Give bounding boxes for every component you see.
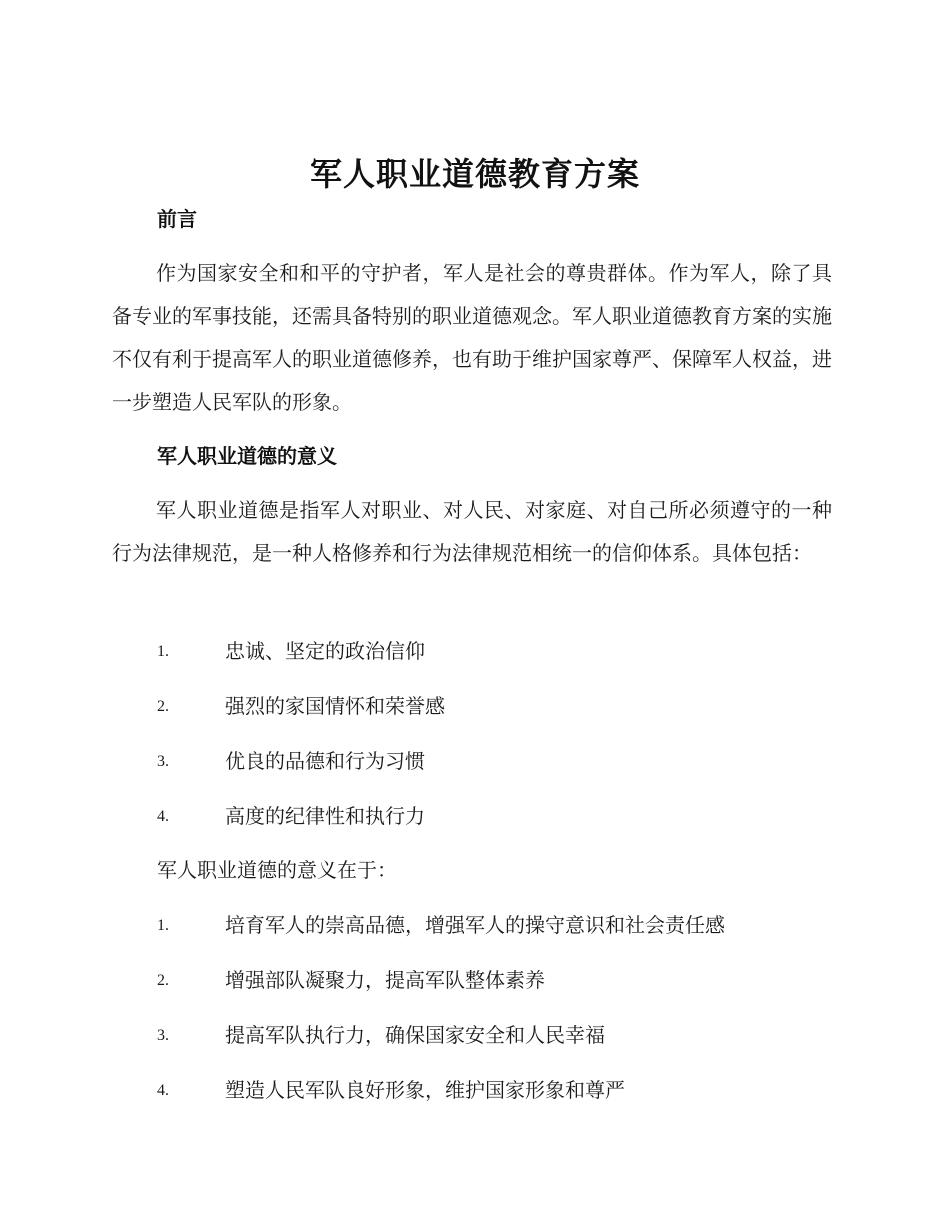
list-number: 2.: [157, 698, 169, 715]
list-number: 4.: [157, 1082, 169, 1099]
list-item: [157, 965, 837, 1020]
list-item: [157, 636, 837, 691]
list-item: [157, 1075, 837, 1130]
list-number: 1.: [157, 643, 169, 660]
section-heading-preface: 前言: [157, 207, 197, 231]
list-item: [157, 1020, 837, 1075]
list-text: 忠诚、坚定的政治信仰: [225, 639, 425, 663]
list-item: [157, 801, 837, 856]
list-number: 1.: [157, 917, 169, 934]
section-heading-significance: 军人职业道德的意义: [157, 444, 337, 468]
contents-list: [157, 636, 837, 856]
list-text: 增强部队凝聚力，提高军队整体素养: [225, 968, 545, 992]
list-number: 2.: [157, 972, 169, 989]
list-text: 强烈的家国情怀和荣誉感: [225, 694, 445, 718]
list-item: [157, 691, 837, 746]
list-number: 3.: [157, 1027, 169, 1044]
list-text: 高度的纪律性和执行力: [225, 804, 425, 828]
list-text: 塑造人民军队良好形象，维护国家形象和尊严: [225, 1078, 625, 1102]
list-text: 优良的品德和行为习惯: [225, 749, 425, 773]
list-number: 3.: [157, 753, 169, 770]
preface-paragraph: 作为国家安全和和平的守护者，军人是社会的尊贵群体。作为军人，除了具备专业的军事技能，还需具备特别的职业道德观念。军人职业道德教育方案的实施不仅有利于提高军人的职业道德修养，也有助于维护国家尊严、保障军人权益，进一步塑造人民军队的形象。: [112, 261, 832, 414]
significance-lead-in: 军人职业道德的意义在于：: [157, 858, 397, 882]
list-number: 4.: [157, 808, 169, 825]
document-title: 军人职业道德教育方案: [309, 155, 640, 193]
list-item: [157, 910, 837, 965]
list-text: 培育军人的崇高品德，增强军人的操守意识和社会责任感: [225, 913, 725, 937]
list-text: 提高军队执行力，确保国家安全和人民幸福: [225, 1023, 605, 1047]
significance-list: [157, 910, 837, 1130]
list-item: [157, 746, 837, 801]
definition-paragraph: 军人职业道德是指军人对职业、对人民、对家庭、对自己所必须遵守的一种行为法律规范，是一种人格修养和行为法律规范相统一的信仰体系。具体包括：: [112, 498, 832, 565]
